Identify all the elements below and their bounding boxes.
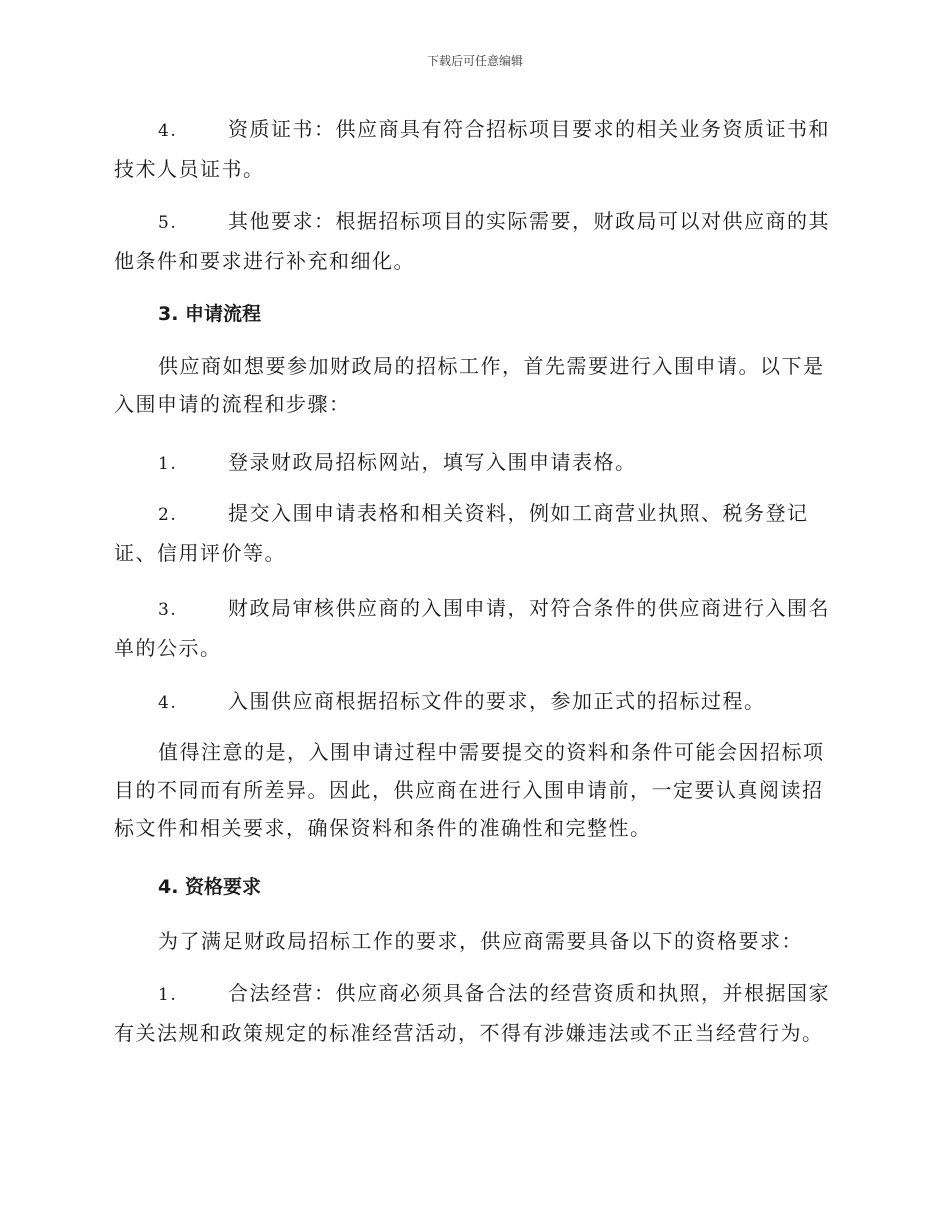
item-text: 他条件和要求进行补充和细化。 xyxy=(114,249,415,273)
paragraph xyxy=(114,347,832,423)
paragraph xyxy=(114,922,832,960)
list-item xyxy=(114,494,832,572)
item-number: 5. xyxy=(158,213,178,233)
item-number: 1. xyxy=(158,454,178,474)
section-heading: 3. 申请流程 xyxy=(158,303,262,325)
item-text: 证、信用评价等。 xyxy=(114,541,286,565)
item-number: 3. xyxy=(158,600,178,620)
item-text: 资质证书：供应商具有符合招标项目要求的相关业务资质证书和 xyxy=(228,117,830,141)
item-number: 2. xyxy=(158,505,178,525)
list-item xyxy=(114,589,832,667)
item-text: 单的公示。 xyxy=(114,636,222,660)
list-item xyxy=(114,443,832,483)
item-text: 技术人员证书。 xyxy=(114,157,265,181)
list-item xyxy=(114,110,832,188)
paragraph-text: 供应商如想要参加财政局的招标工作，首先需要进行入围申请。以下是 xyxy=(158,354,825,378)
item-number: 1. xyxy=(158,985,178,1005)
paragraph-text: 目的不同而有所差异。因此，供应商在进行入围申请前，一定要认真阅读招 xyxy=(114,778,824,802)
item-text: 合法经营：供应商必须具备合法的经营资质和执照，并根据国家 xyxy=(228,981,830,1005)
paragraph-text: 为了满足财政局招标工作的要求，供应商需要具备以下的资格要求： xyxy=(158,929,803,953)
item-text: 提交入围申请表格和相关资料，例如工商营业执照、税务登记 xyxy=(228,501,809,525)
list-item xyxy=(114,682,832,722)
item-text: 登录财政局招标网站，填写入围申请表格。 xyxy=(228,450,637,474)
paragraph-text: 标文件和相关要求，确保资料和条件的准确性和完整性。 xyxy=(114,816,652,840)
list-item xyxy=(114,974,832,1052)
section-heading: 4. 资格要求 xyxy=(158,876,262,898)
list-item xyxy=(114,202,832,280)
page-header: 下载后可任意编辑 xyxy=(426,54,523,68)
item-text: 有关法规和政策规定的标准经营活动，不得有涉嫌违法或不正当经营行为。 xyxy=(114,1021,824,1045)
item-text: 入围供应商根据招标文件的要求，参加正式的招标过程。 xyxy=(228,689,766,713)
paragraph-text: 入围申请的流程和步骤： xyxy=(114,392,351,416)
item-number: 4. xyxy=(158,121,178,141)
item-text: 其他要求：根据招标项目的实际需要，财政局可以对供应商的其 xyxy=(228,209,830,233)
paragraph xyxy=(114,733,832,847)
paragraph-text: 值得注意的是，入围申请过程中需要提交的资料和条件可能会因招标项 xyxy=(158,740,825,764)
item-number: 4. xyxy=(158,693,178,713)
item-text: 财政局审核供应商的入围申请，对符合条件的供应商进行入围名 xyxy=(228,596,830,620)
